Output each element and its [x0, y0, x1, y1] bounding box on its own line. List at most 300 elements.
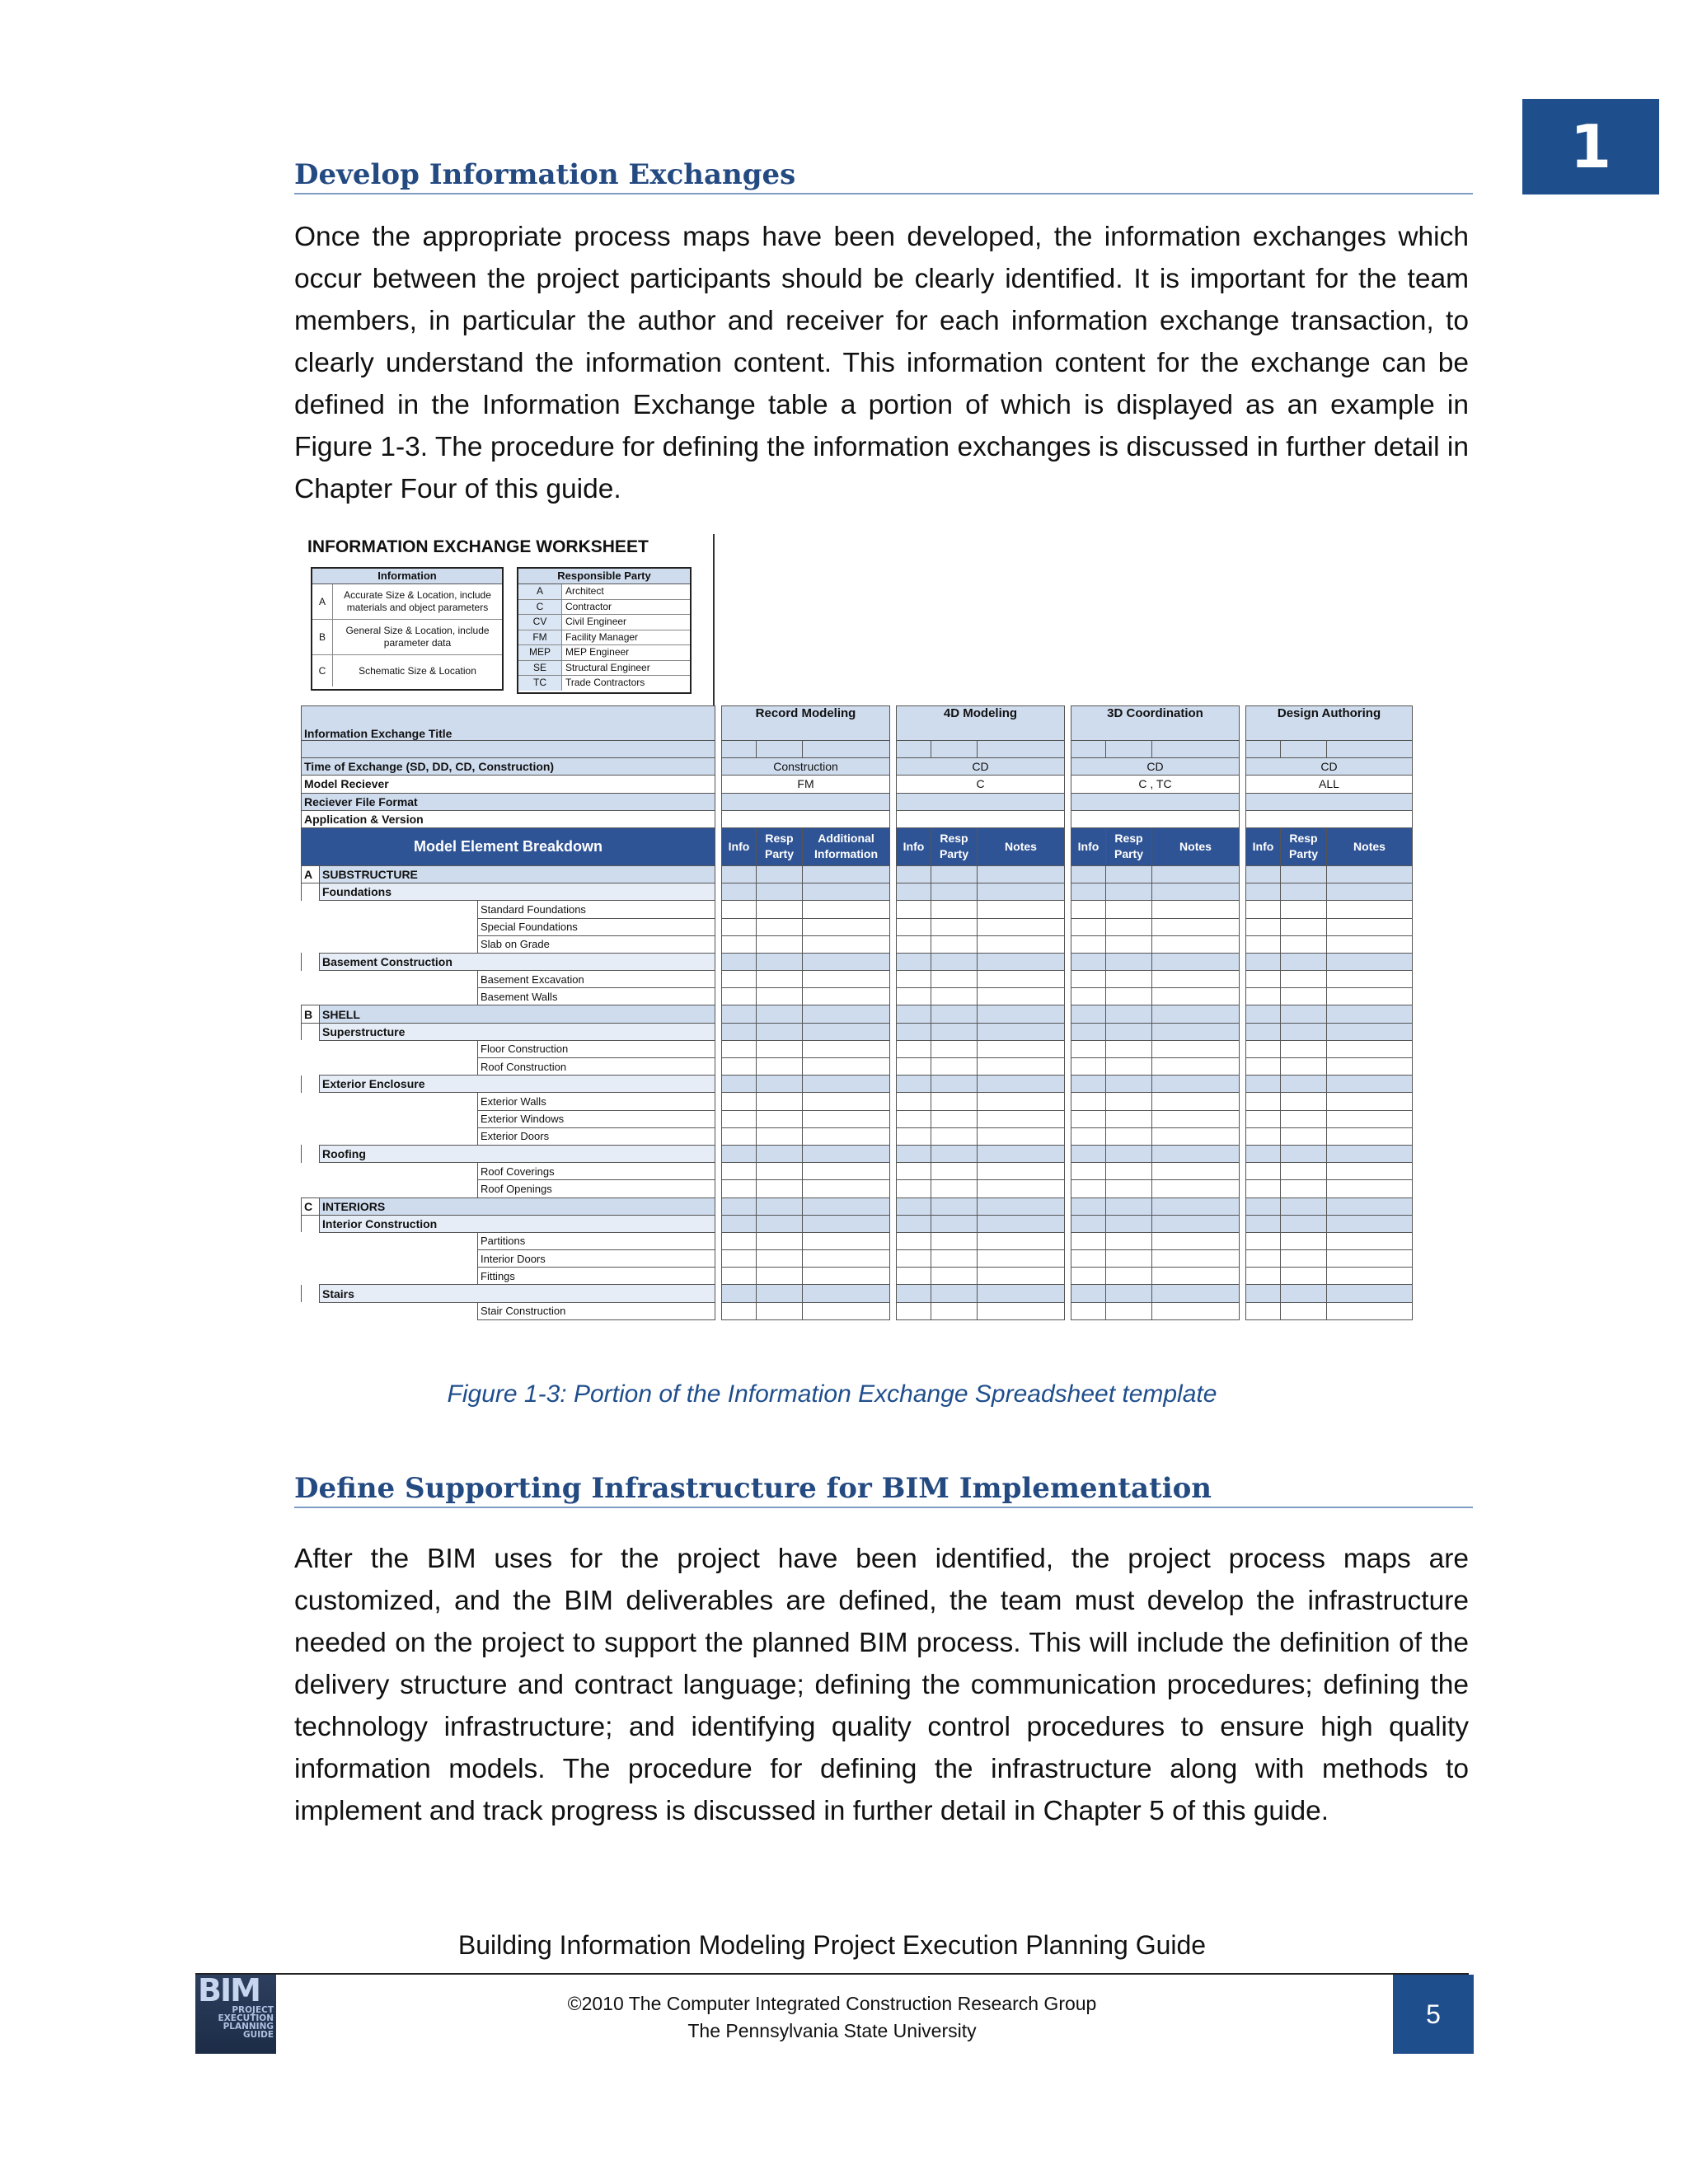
grid-cell[interactable] — [897, 1215, 931, 1232]
grid-cell[interactable] — [1327, 1076, 1413, 1093]
grid-cell[interactable] — [931, 1093, 978, 1110]
grid-cell[interactable] — [1071, 918, 1106, 935]
grid-cell[interactable] — [1246, 1232, 1281, 1249]
grid-cell[interactable] — [931, 1110, 978, 1127]
grid-cell[interactable] — [1327, 1232, 1413, 1249]
grid-cell[interactable] — [1327, 1180, 1413, 1197]
grid-cell[interactable] — [1246, 1023, 1281, 1040]
grid-cell[interactable] — [1152, 988, 1240, 1005]
grid-cell[interactable] — [931, 918, 978, 935]
grid-cell[interactable] — [1281, 1058, 1327, 1076]
grid-cell[interactable] — [978, 901, 1065, 918]
grid-cell[interactable] — [803, 988, 890, 1005]
grid-cell[interactable] — [1071, 1023, 1106, 1040]
grid-cell[interactable] — [803, 1163, 890, 1180]
grid-cell[interactable] — [1152, 1268, 1240, 1285]
grid-cell[interactable] — [803, 1023, 890, 1040]
grid-cell[interactable] — [1327, 865, 1413, 883]
grid-cell[interactable] — [978, 865, 1065, 883]
grid-cell[interactable] — [978, 1145, 1065, 1162]
grid-cell[interactable] — [897, 1005, 931, 1023]
grid-cell[interactable] — [1281, 1040, 1327, 1057]
grid-cell[interactable] — [978, 1127, 1065, 1145]
grid-cell[interactable] — [978, 1163, 1065, 1180]
grid-cell[interactable] — [1246, 988, 1281, 1005]
grid-cell[interactable] — [722, 1058, 757, 1076]
grid-cell[interactable] — [897, 1302, 931, 1319]
grid-cell[interactable] — [722, 1302, 757, 1319]
grid-cell[interactable] — [1281, 901, 1327, 918]
grid-cell[interactable] — [722, 883, 757, 901]
grid-cell[interactable] — [1152, 1093, 1240, 1110]
grid-cell[interactable] — [931, 1197, 978, 1215]
grid-cell[interactable] — [1327, 1268, 1413, 1285]
grid-cell[interactable] — [978, 1285, 1065, 1302]
grid-cell[interactable] — [1327, 935, 1413, 953]
grid-cell[interactable] — [757, 865, 803, 883]
grid-cell[interactable] — [1281, 1093, 1327, 1110]
grid-cell[interactable] — [722, 1023, 757, 1040]
grid-cell[interactable] — [1281, 1268, 1327, 1285]
grid-cell[interactable] — [1152, 901, 1240, 918]
grid-cell[interactable] — [722, 918, 757, 935]
grid-cell[interactable] — [722, 953, 757, 970]
grid-cell[interactable] — [931, 1058, 978, 1076]
grid-cell[interactable] — [803, 1180, 890, 1197]
grid-cell[interactable] — [931, 935, 978, 953]
grid-cell[interactable] — [1327, 1023, 1413, 1040]
grid-cell[interactable] — [897, 865, 931, 883]
grid-cell[interactable] — [757, 1058, 803, 1076]
grid-cell[interactable] — [803, 1040, 890, 1057]
grid-cell[interactable] — [1106, 1058, 1152, 1076]
grid-cell[interactable] — [931, 1127, 978, 1145]
grid-cell[interactable] — [1071, 1005, 1106, 1023]
grid-cell[interactable] — [757, 1163, 803, 1180]
grid-cell[interactable] — [1246, 1250, 1281, 1268]
grid-cell[interactable] — [722, 1076, 757, 1093]
grid-cell[interactable] — [978, 1268, 1065, 1285]
grid-cell[interactable] — [1152, 1232, 1240, 1249]
grid-cell[interactable] — [978, 1005, 1065, 1023]
grid-cell[interactable] — [1281, 1180, 1327, 1197]
grid-cell[interactable] — [1327, 1058, 1413, 1076]
grid-cell[interactable] — [757, 1023, 803, 1040]
grid-cell[interactable] — [803, 1058, 890, 1076]
grid-cell[interactable] — [803, 935, 890, 953]
grid-cell[interactable] — [897, 988, 931, 1005]
grid-cell[interactable] — [803, 1302, 890, 1319]
grid-cell[interactable] — [931, 1232, 978, 1249]
grid-cell[interactable] — [757, 1076, 803, 1093]
grid-cell[interactable] — [1246, 918, 1281, 935]
grid-cell[interactable] — [1281, 1302, 1327, 1319]
grid-cell[interactable] — [1327, 1145, 1413, 1162]
grid-cell[interactable] — [1106, 1197, 1152, 1215]
grid-cell[interactable] — [1071, 1040, 1106, 1057]
grid-cell[interactable] — [1152, 1285, 1240, 1302]
grid-cell[interactable] — [931, 865, 978, 883]
grid-cell[interactable] — [1327, 1215, 1413, 1232]
grid-cell[interactable] — [1152, 883, 1240, 901]
grid-cell[interactable] — [1152, 1163, 1240, 1180]
grid-cell[interactable] — [722, 1180, 757, 1197]
grid-cell[interactable] — [1246, 1145, 1281, 1162]
grid-cell[interactable] — [1152, 1058, 1240, 1076]
grid-cell[interactable] — [1246, 1110, 1281, 1127]
grid-cell[interactable] — [1152, 865, 1240, 883]
grid-cell[interactable] — [1106, 1076, 1152, 1093]
grid-cell[interactable] — [1106, 901, 1152, 918]
grid-cell[interactable] — [1281, 918, 1327, 935]
grid-cell[interactable] — [1071, 1093, 1106, 1110]
grid-cell[interactable] — [1281, 1215, 1327, 1232]
grid-cell[interactable] — [757, 918, 803, 935]
grid-cell[interactable] — [1281, 1005, 1327, 1023]
grid-cell[interactable] — [1281, 953, 1327, 970]
grid-cell[interactable] — [1071, 1127, 1106, 1145]
grid-cell[interactable] — [1152, 1215, 1240, 1232]
grid-cell[interactable] — [1106, 988, 1152, 1005]
grid-cell[interactable] — [803, 1093, 890, 1110]
grid-cell[interactable] — [722, 1127, 757, 1145]
grid-cell[interactable] — [757, 1005, 803, 1023]
grid-cell[interactable] — [1246, 1058, 1281, 1076]
grid-cell[interactable] — [1327, 1285, 1413, 1302]
grid-cell[interactable] — [1106, 1093, 1152, 1110]
grid-cell[interactable] — [803, 971, 890, 988]
grid-cell[interactable] — [757, 1232, 803, 1249]
grid-cell[interactable] — [1152, 918, 1240, 935]
grid-cell[interactable] — [803, 1005, 890, 1023]
grid-cell[interactable] — [931, 1023, 978, 1040]
grid-cell[interactable] — [1071, 1180, 1106, 1197]
grid-cell[interactable] — [803, 1145, 890, 1162]
grid-cell[interactable] — [897, 1127, 931, 1145]
grid-cell[interactable] — [757, 1127, 803, 1145]
grid-cell[interactable] — [1106, 1268, 1152, 1285]
grid-cell[interactable] — [1071, 1285, 1106, 1302]
grid-cell[interactable] — [1327, 901, 1413, 918]
grid-cell[interactable] — [1281, 1232, 1327, 1249]
grid-cell[interactable] — [1152, 935, 1240, 953]
grid-cell[interactable] — [803, 901, 890, 918]
grid-cell[interactable] — [1152, 1250, 1240, 1268]
grid-cell[interactable] — [1106, 1023, 1152, 1040]
grid-cell[interactable] — [978, 1110, 1065, 1127]
grid-cell[interactable] — [931, 1145, 978, 1162]
grid-cell[interactable] — [757, 988, 803, 1005]
grid-cell[interactable] — [803, 883, 890, 901]
grid-cell[interactable] — [1071, 1268, 1106, 1285]
grid-cell[interactable] — [931, 953, 978, 970]
grid-cell[interactable] — [1071, 865, 1106, 883]
grid-cell[interactable] — [722, 1163, 757, 1180]
grid-cell[interactable] — [978, 1250, 1065, 1268]
grid-cell[interactable] — [1071, 1076, 1106, 1093]
grid-cell[interactable] — [803, 1232, 890, 1249]
grid-cell[interactable] — [1106, 1232, 1152, 1249]
grid-cell[interactable] — [1246, 1093, 1281, 1110]
grid-cell[interactable] — [722, 1040, 757, 1057]
grid-cell[interactable] — [897, 953, 931, 970]
grid-cell[interactable] — [897, 901, 931, 918]
grid-cell[interactable] — [722, 1250, 757, 1268]
grid-cell[interactable] — [1327, 1250, 1413, 1268]
grid-cell[interactable] — [1071, 953, 1106, 970]
grid-cell[interactable] — [1327, 1302, 1413, 1319]
grid-cell[interactable] — [1327, 953, 1413, 970]
grid-cell[interactable] — [1246, 901, 1281, 918]
grid-cell[interactable] — [757, 1215, 803, 1232]
grid-cell[interactable] — [1327, 1197, 1413, 1215]
grid-cell[interactable] — [897, 1145, 931, 1162]
grid-cell[interactable] — [931, 1302, 978, 1319]
grid-cell[interactable] — [803, 1076, 890, 1093]
grid-cell[interactable] — [1327, 1127, 1413, 1145]
grid-cell[interactable] — [1281, 988, 1327, 1005]
grid-cell[interactable] — [978, 1215, 1065, 1232]
grid-cell[interactable] — [1281, 1110, 1327, 1127]
grid-cell[interactable] — [1246, 971, 1281, 988]
grid-cell[interactable] — [757, 883, 803, 901]
grid-cell[interactable] — [897, 1163, 931, 1180]
grid-cell[interactable] — [1246, 1197, 1281, 1215]
grid-cell[interactable] — [1071, 883, 1106, 901]
grid-cell[interactable] — [1281, 1163, 1327, 1180]
grid-cell[interactable] — [978, 1023, 1065, 1040]
grid-cell[interactable] — [722, 1110, 757, 1127]
grid-cell[interactable] — [757, 935, 803, 953]
grid-cell[interactable] — [1071, 1232, 1106, 1249]
grid-cell[interactable] — [803, 1127, 890, 1145]
grid-cell[interactable] — [1246, 1040, 1281, 1057]
grid-cell[interactable] — [1106, 935, 1152, 953]
grid-cell[interactable] — [803, 1268, 890, 1285]
grid-cell[interactable] — [757, 971, 803, 988]
grid-cell[interactable] — [931, 883, 978, 901]
grid-cell[interactable] — [931, 971, 978, 988]
grid-cell[interactable] — [757, 1093, 803, 1110]
grid-cell[interactable] — [1152, 971, 1240, 988]
grid-cell[interactable] — [722, 1232, 757, 1249]
grid-cell[interactable] — [1246, 1076, 1281, 1093]
grid-cell[interactable] — [803, 1215, 890, 1232]
grid-cell[interactable] — [1106, 1127, 1152, 1145]
grid-cell[interactable] — [897, 1058, 931, 1076]
grid-cell[interactable] — [1071, 1163, 1106, 1180]
grid-cell[interactable] — [1152, 1145, 1240, 1162]
grid-cell[interactable] — [722, 901, 757, 918]
grid-cell[interactable] — [1071, 1302, 1106, 1319]
grid-cell[interactable] — [1152, 953, 1240, 970]
grid-cell[interactable] — [803, 1250, 890, 1268]
grid-cell[interactable] — [1106, 865, 1152, 883]
grid-cell[interactable] — [931, 1285, 978, 1302]
grid-cell[interactable] — [722, 988, 757, 1005]
grid-cell[interactable] — [931, 988, 978, 1005]
grid-cell[interactable] — [897, 1250, 931, 1268]
grid-cell[interactable] — [1106, 1285, 1152, 1302]
grid-cell[interactable] — [931, 1215, 978, 1232]
grid-cell[interactable] — [1327, 1110, 1413, 1127]
grid-cell[interactable] — [897, 1110, 931, 1127]
grid-cell[interactable] — [1152, 1197, 1240, 1215]
grid-cell[interactable] — [1246, 1302, 1281, 1319]
grid-cell[interactable] — [1152, 1023, 1240, 1040]
grid-cell[interactable] — [803, 865, 890, 883]
grid-cell[interactable] — [1327, 1163, 1413, 1180]
grid-cell[interactable] — [803, 1110, 890, 1127]
grid-cell[interactable] — [897, 1285, 931, 1302]
grid-cell[interactable] — [1246, 1180, 1281, 1197]
grid-cell[interactable] — [931, 1076, 978, 1093]
grid-cell[interactable] — [1246, 1285, 1281, 1302]
grid-cell[interactable] — [1106, 1215, 1152, 1232]
grid-cell[interactable] — [978, 883, 1065, 901]
grid-cell[interactable] — [1246, 1215, 1281, 1232]
grid-cell[interactable] — [978, 1232, 1065, 1249]
grid-cell[interactable] — [1106, 1250, 1152, 1268]
grid-cell[interactable] — [803, 953, 890, 970]
grid-cell[interactable] — [757, 1302, 803, 1319]
grid-cell[interactable] — [978, 988, 1065, 1005]
grid-cell[interactable] — [978, 1093, 1065, 1110]
grid-cell[interactable] — [722, 971, 757, 988]
grid-cell[interactable] — [757, 1268, 803, 1285]
grid-cell[interactable] — [757, 1145, 803, 1162]
grid-cell[interactable] — [722, 1197, 757, 1215]
grid-cell[interactable] — [757, 1250, 803, 1268]
grid-cell[interactable] — [931, 901, 978, 918]
grid-cell[interactable] — [978, 1180, 1065, 1197]
grid-cell[interactable] — [897, 883, 931, 901]
grid-cell[interactable] — [803, 1285, 890, 1302]
grid-cell[interactable] — [1152, 1302, 1240, 1319]
grid-cell[interactable] — [1071, 1250, 1106, 1268]
grid-cell[interactable] — [978, 953, 1065, 970]
grid-cell[interactable] — [897, 1268, 931, 1285]
grid-cell[interactable] — [1152, 1005, 1240, 1023]
grid-cell[interactable] — [1071, 1145, 1106, 1162]
grid-cell[interactable] — [722, 1093, 757, 1110]
grid-cell[interactable] — [1106, 1145, 1152, 1162]
grid-cell[interactable] — [722, 1005, 757, 1023]
grid-cell[interactable] — [931, 1180, 978, 1197]
grid-cell[interactable] — [897, 1093, 931, 1110]
grid-cell[interactable] — [1281, 1197, 1327, 1215]
grid-cell[interactable] — [1246, 1163, 1281, 1180]
grid-cell[interactable] — [1281, 1250, 1327, 1268]
grid-cell[interactable] — [978, 971, 1065, 988]
grid-cell[interactable] — [1106, 1005, 1152, 1023]
grid-cell[interactable] — [931, 1040, 978, 1057]
grid-cell[interactable] — [722, 1285, 757, 1302]
grid-cell[interactable] — [722, 1268, 757, 1285]
grid-cell[interactable] — [1106, 883, 1152, 901]
grid-cell[interactable] — [1246, 1005, 1281, 1023]
grid-cell[interactable] — [897, 971, 931, 988]
grid-cell[interactable] — [1071, 1110, 1106, 1127]
grid-cell[interactable] — [897, 1076, 931, 1093]
grid-cell[interactable] — [978, 1076, 1065, 1093]
grid-cell[interactable] — [722, 865, 757, 883]
grid-cell[interactable] — [1152, 1040, 1240, 1057]
grid-cell[interactable] — [1106, 918, 1152, 935]
grid-cell[interactable] — [757, 1110, 803, 1127]
grid-cell[interactable] — [1152, 1076, 1240, 1093]
grid-cell[interactable] — [1327, 883, 1413, 901]
grid-cell[interactable] — [1281, 1127, 1327, 1145]
grid-cell[interactable] — [1281, 1076, 1327, 1093]
grid-cell[interactable] — [1152, 1180, 1240, 1197]
grid-cell[interactable] — [1152, 1110, 1240, 1127]
grid-cell[interactable] — [757, 953, 803, 970]
grid-cell[interactable] — [897, 1232, 931, 1249]
grid-cell[interactable] — [1246, 865, 1281, 883]
grid-cell[interactable] — [1281, 1285, 1327, 1302]
grid-cell[interactable] — [803, 918, 890, 935]
grid-cell[interactable] — [1281, 1023, 1327, 1040]
grid-cell[interactable] — [1152, 1127, 1240, 1145]
grid-cell[interactable] — [978, 1058, 1065, 1076]
grid-cell[interactable] — [1071, 901, 1106, 918]
grid-cell[interactable] — [757, 1285, 803, 1302]
grid-cell[interactable] — [978, 1302, 1065, 1319]
grid-cell[interactable] — [978, 1040, 1065, 1057]
grid-cell[interactable] — [931, 1268, 978, 1285]
grid-cell[interactable] — [1106, 1163, 1152, 1180]
grid-cell[interactable] — [1246, 1127, 1281, 1145]
grid-cell[interactable] — [722, 1145, 757, 1162]
grid-cell[interactable] — [1071, 1197, 1106, 1215]
grid-cell[interactable] — [1281, 935, 1327, 953]
grid-cell[interactable] — [1246, 953, 1281, 970]
grid-cell[interactable] — [757, 1197, 803, 1215]
grid-cell[interactable] — [1327, 1005, 1413, 1023]
grid-cell[interactable] — [1071, 935, 1106, 953]
grid-cell[interactable] — [1106, 1180, 1152, 1197]
grid-cell[interactable] — [897, 1023, 931, 1040]
grid-cell[interactable] — [1281, 1145, 1327, 1162]
grid-cell[interactable] — [1281, 971, 1327, 988]
grid-cell[interactable] — [1106, 1040, 1152, 1057]
grid-cell[interactable] — [757, 901, 803, 918]
grid-cell[interactable] — [1071, 988, 1106, 1005]
grid-cell[interactable] — [1071, 971, 1106, 988]
grid-cell[interactable] — [1281, 883, 1327, 901]
grid-cell[interactable] — [897, 918, 931, 935]
grid-cell[interactable] — [1327, 918, 1413, 935]
grid-cell[interactable] — [897, 935, 931, 953]
grid-cell[interactable] — [1106, 1110, 1152, 1127]
grid-cell[interactable] — [1106, 971, 1152, 988]
grid-cell[interactable] — [1327, 971, 1413, 988]
grid-cell[interactable] — [1071, 1058, 1106, 1076]
grid-cell[interactable] — [1246, 883, 1281, 901]
grid-cell[interactable] — [1327, 1093, 1413, 1110]
grid-cell[interactable] — [1281, 865, 1327, 883]
grid-cell[interactable] — [931, 1005, 978, 1023]
grid-cell[interactable] — [1327, 1040, 1413, 1057]
grid-cell[interactable] — [978, 918, 1065, 935]
grid-cell[interactable] — [897, 1180, 931, 1197]
grid-cell[interactable] — [1246, 1268, 1281, 1285]
grid-cell[interactable] — [1106, 1302, 1152, 1319]
grid-cell[interactable] — [1106, 953, 1152, 970]
grid-cell[interactable] — [931, 1163, 978, 1180]
grid-cell[interactable] — [1327, 988, 1413, 1005]
